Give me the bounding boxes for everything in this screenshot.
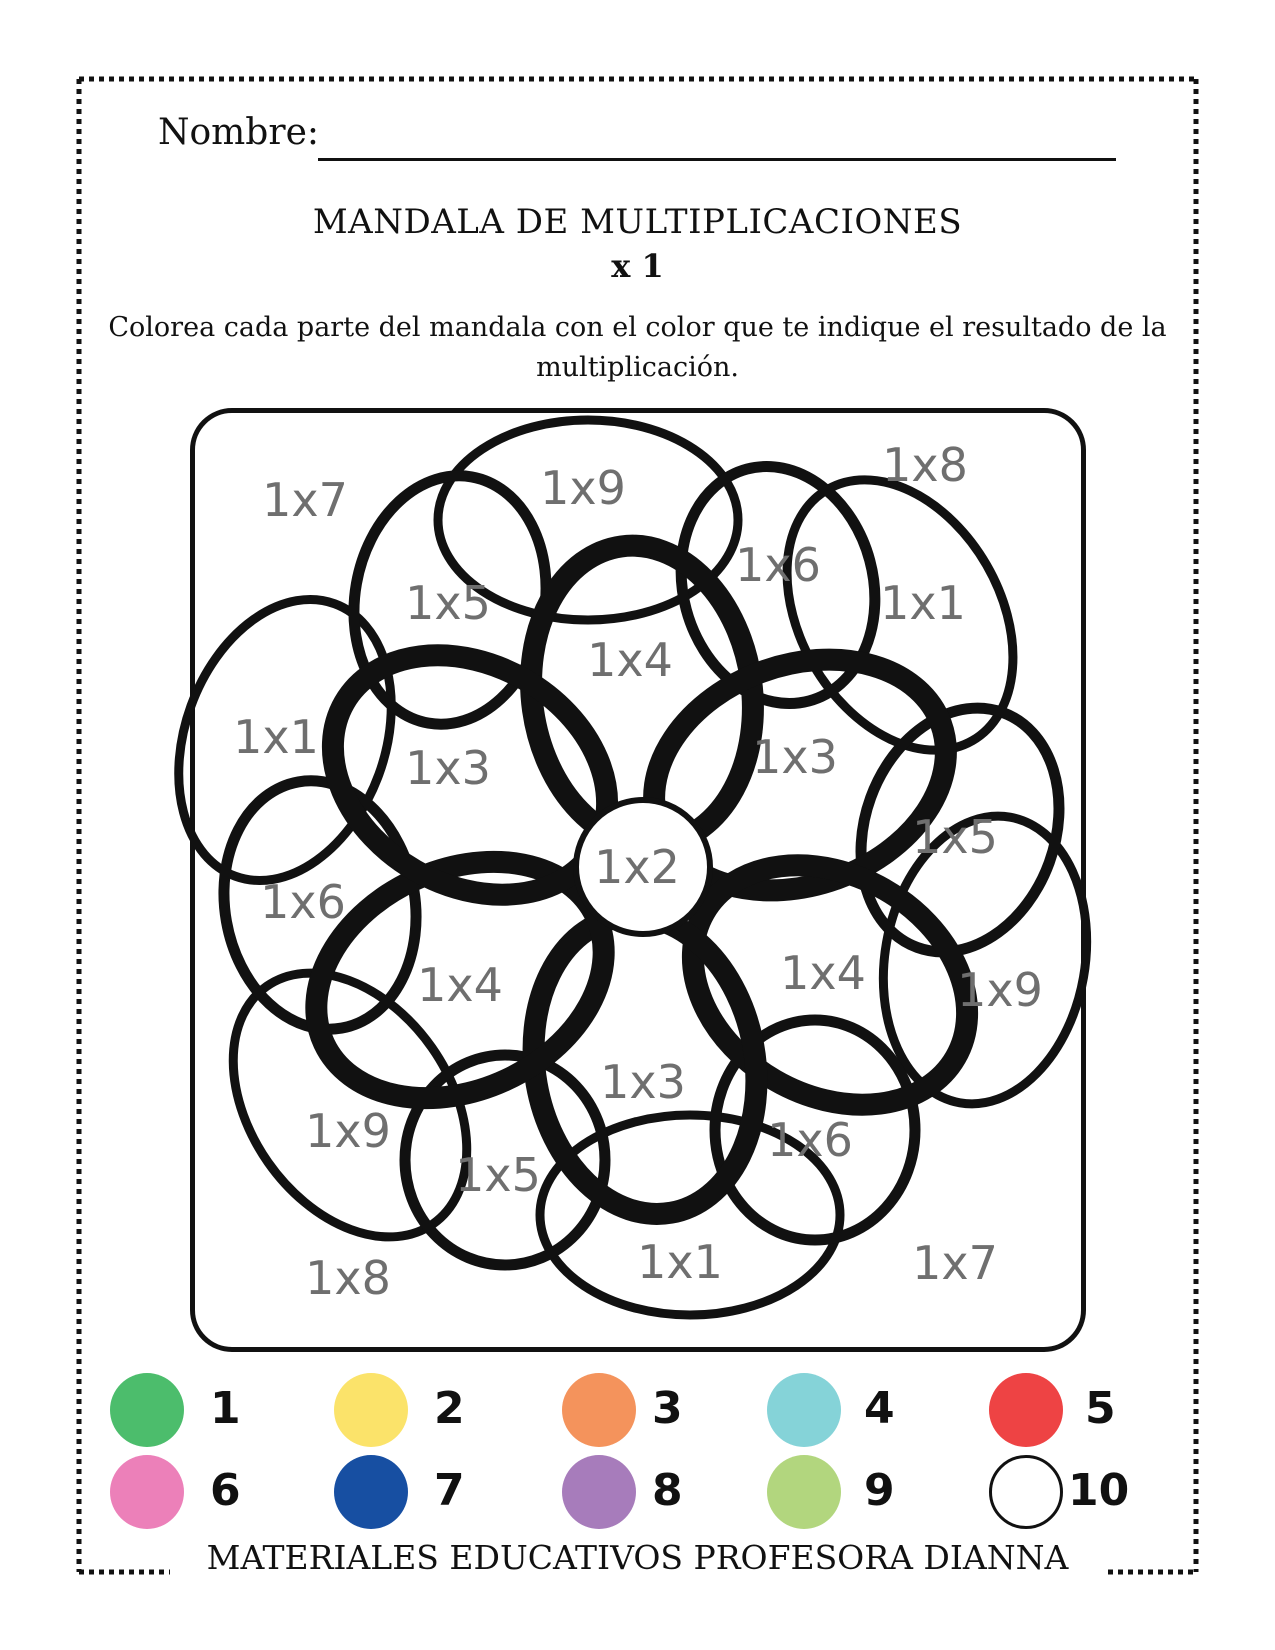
label-outer-bottom-left: 1x9 [305, 1104, 391, 1158]
label-outer-top-right: 1x1 [880, 576, 966, 630]
legend-number-5: 5 [1085, 1383, 1116, 1434]
legend-swatch-3 [562, 1373, 636, 1447]
label-corner-top-left: 1x7 [262, 473, 348, 527]
label-middle-lower-right: 1x6 [767, 1113, 853, 1167]
label-corner-bottom-right: 1x7 [912, 1236, 998, 1290]
legend-number-8: 8 [652, 1465, 683, 1516]
label-middle-upper-left: 1x5 [405, 576, 491, 630]
label-inner-lower-right: 1x4 [780, 946, 866, 1000]
label-inner-bottom: 1x3 [600, 1055, 686, 1109]
label-center: 1x2 [594, 840, 680, 894]
legend-number-9: 9 [864, 1465, 895, 1516]
label-corner-bottom-left: 1x8 [305, 1251, 391, 1305]
footer-text: MATERIALES EDUCATIVOS PROFESORA DIANNA [193, 1538, 1083, 1577]
worksheet-title: MANDALA DE MULTIPLICACIONES [312, 202, 963, 242]
label-middle-lower-left: 1x5 [455, 1148, 541, 1202]
label-middle-right: 1x5 [912, 810, 998, 864]
legend-number-1: 1 [210, 1383, 241, 1434]
legend-swatch-10 [989, 1455, 1063, 1529]
legend-swatch-1 [110, 1373, 184, 1447]
worksheet-subtitle: x 1 [611, 247, 664, 285]
label-outer-left: 1x1 [233, 710, 319, 764]
label-outer-bottom: 1x1 [637, 1235, 723, 1289]
legend-number-6: 6 [210, 1465, 241, 1516]
legend-number-7: 7 [434, 1465, 465, 1516]
label-middle-upper-right: 1x6 [735, 538, 821, 592]
label-outer-right: 1x9 [957, 963, 1043, 1017]
label-corner-top-right: 1x8 [882, 438, 968, 492]
legend-swatch-8 [562, 1455, 636, 1529]
legend-number-2: 2 [434, 1383, 465, 1434]
legend-swatch-7 [334, 1455, 408, 1529]
legend-swatch-6 [110, 1455, 184, 1529]
legend-number-10: 10 [1068, 1465, 1130, 1516]
legend-swatch-5 [989, 1373, 1063, 1447]
label-middle-left: 1x6 [260, 875, 346, 929]
instructions-text: Colorea cada parte del mandala con el color que te indique el resultado de la multiplicación. [108, 312, 1167, 383]
legend-number-4: 4 [864, 1383, 895, 1434]
label-outer-top: 1x9 [540, 461, 626, 515]
footer-credit [0, 1538, 1275, 1577]
label-inner-top: 1x4 [587, 633, 673, 687]
label-inner-right: 1x3 [752, 730, 838, 784]
name-label: Nombre: [158, 112, 319, 153]
legend-swatch-4 [767, 1373, 841, 1447]
legend-number-3: 3 [652, 1383, 683, 1434]
label-inner-lower-left: 1x4 [417, 958, 503, 1012]
legend-swatch-9 [767, 1455, 841, 1529]
legend-swatch-2 [334, 1373, 408, 1447]
label-inner-left: 1x3 [405, 741, 491, 795]
